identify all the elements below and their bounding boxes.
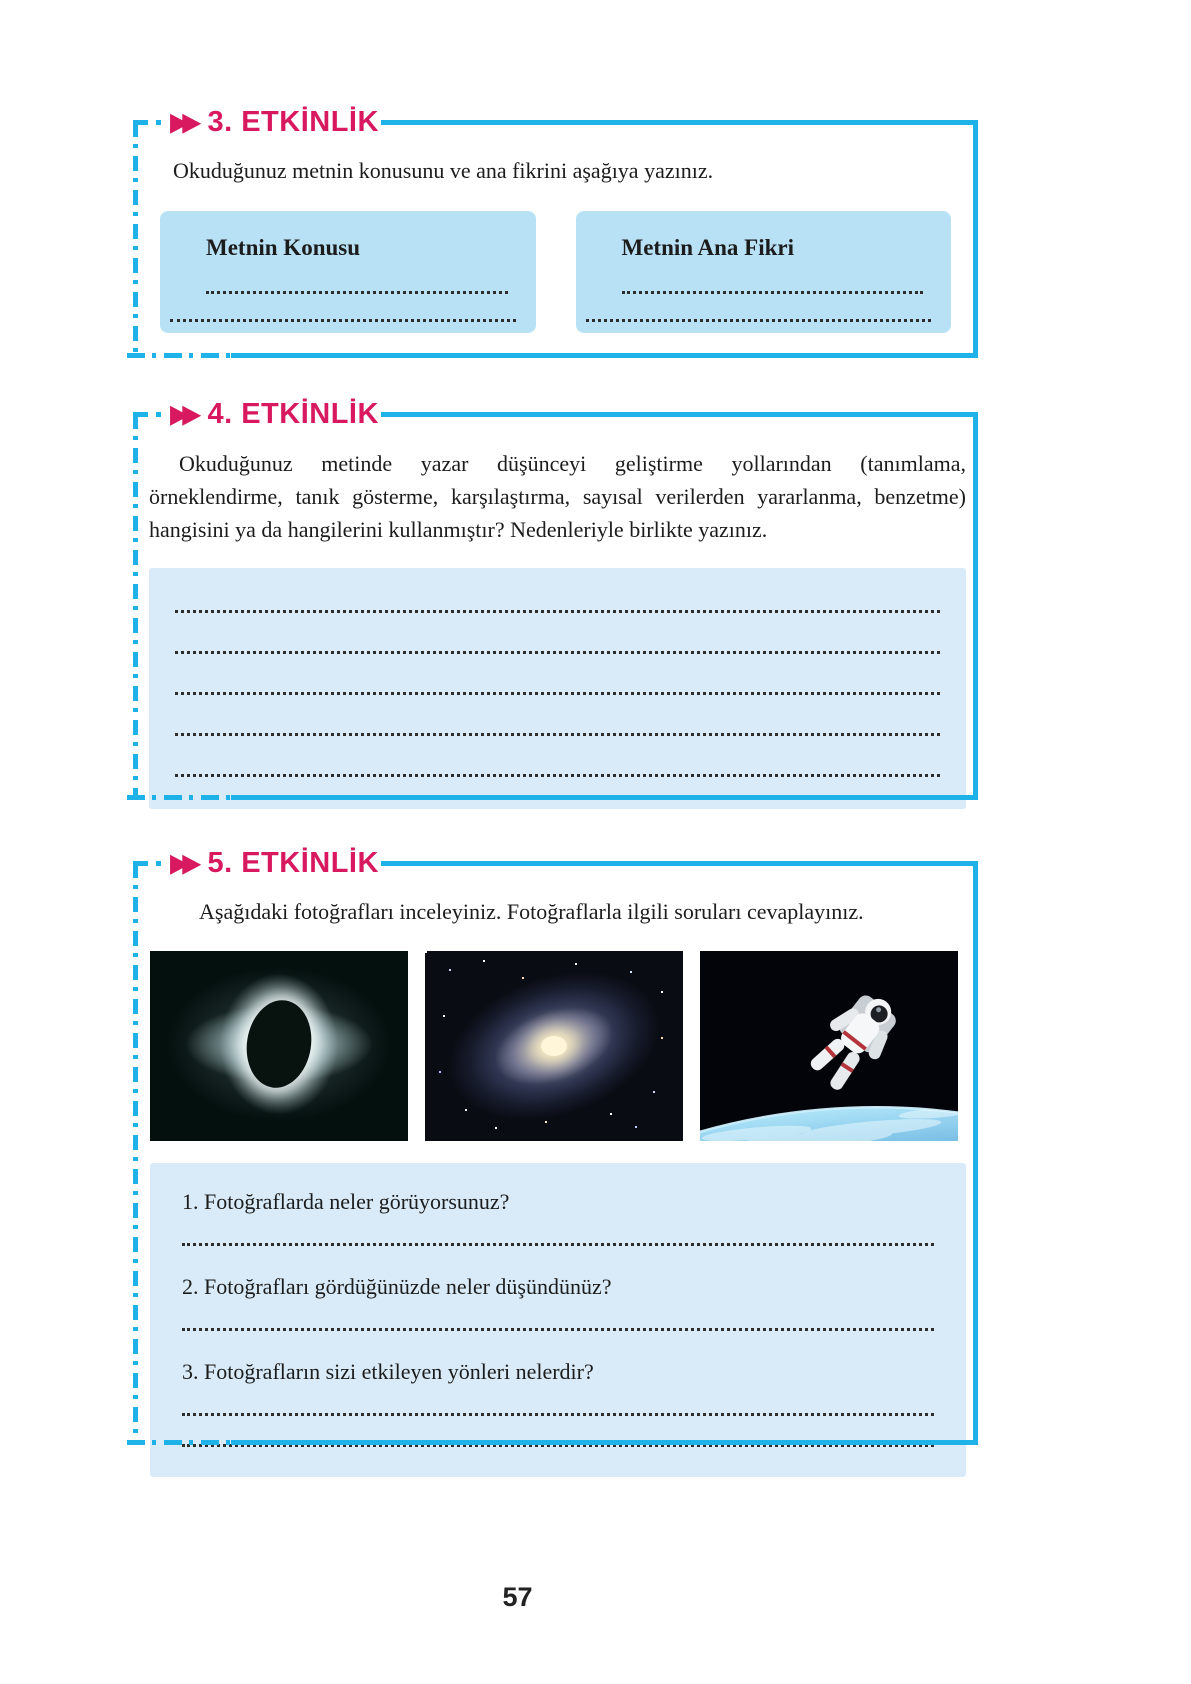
answer-cards-row (160, 211, 951, 333)
answer-line[interactable] (622, 291, 924, 294)
answer-line[interactable] (175, 651, 940, 654)
frame-bottom-dash (127, 795, 231, 800)
question-1: 1. Fotoğraflarda neler görüyorsunuz? (182, 1189, 510, 1214)
frame-bottom-border (231, 1440, 978, 1445)
photo-spiral-galaxy (425, 951, 683, 1141)
header-rule (381, 861, 978, 866)
answer-line[interactable] (175, 774, 940, 777)
activity-4-instruction: Okuduğunuz metinde yazar düşünceyi geliştirme yollarından (tanımlama, örneklendirme, tanık gösterme, karşılaştırma, sayısal verilerden yararlanma, benzetme) hangisini ya da hangilerini kullanmıştır? Nedenleriyle birlikte yazınız. (149, 451, 966, 542)
frame-bottom-border (231, 795, 978, 800)
frame-bottom-border (231, 353, 978, 358)
double-arrow-icon: ▶▶ (170, 848, 195, 878)
answer-line[interactable] (175, 692, 940, 695)
frame-left-border (133, 122, 138, 354)
answer-line[interactable] (182, 1328, 934, 1331)
activity-3-title: 3. ETKİNLİK (207, 106, 379, 138)
question-3: 3. Fotoğrafların sizi etkileyen yönleri nelerdir? (182, 1359, 594, 1384)
topic-card-title: Metnin Konusu (206, 235, 361, 260)
main-idea-card (576, 211, 952, 333)
frame-left-border (133, 414, 138, 796)
galaxy-core (541, 1036, 567, 1056)
activity-4-section (133, 396, 978, 800)
answer-line[interactable] (182, 1243, 934, 1246)
photo-astronaut-spacewalk (700, 951, 958, 1141)
activity-4-answer-panel (149, 568, 966, 809)
frame-corner-dot (156, 120, 161, 125)
activity-3-header (133, 104, 978, 141)
answer-line[interactable] (182, 1413, 934, 1416)
frame-right-border (973, 412, 978, 800)
page-number: 57 (502, 1582, 533, 1612)
double-arrow-icon: ▶▶ (170, 107, 195, 137)
astronaut-earth-illustration (700, 951, 958, 1141)
activity-5-instruction: Aşağıdaki fotoğrafları inceleyiniz. Fotoğraflarla ilgili soruları cevaplayınız. (199, 899, 864, 924)
photo-solar-eclipse (150, 951, 408, 1141)
questions-panel (150, 1163, 966, 1477)
frame-left-border (133, 863, 138, 1441)
activity-3-section (133, 104, 978, 358)
frame-bottom-dash (127, 353, 231, 358)
frame-corner-dot (156, 412, 161, 417)
frame-bottom-dash (127, 1440, 231, 1445)
frame-right-border (973, 861, 978, 1445)
activity-3-instruction: Okuduğunuz metnin konusunu ve ana fikrini aşağıya yazınız. (173, 158, 714, 183)
question-2: 2. Fotoğrafları gördüğünüzde neler düşündünüz? (182, 1274, 612, 1299)
frame-right-border (973, 120, 978, 358)
topic-card (160, 211, 536, 333)
activity-4-header (133, 396, 978, 433)
answer-line[interactable] (175, 733, 940, 736)
star-field (425, 951, 427, 953)
activity-5-title: 5. ETKİNLİK (207, 847, 379, 879)
answer-line[interactable] (170, 319, 516, 322)
answer-line[interactable] (586, 319, 932, 322)
header-rule (381, 412, 978, 417)
main-idea-card-title: Metnin Ana Fikri (621, 235, 795, 260)
activity-5-header (133, 845, 978, 882)
photo-row (150, 951, 978, 1141)
double-arrow-icon: ▶▶ (170, 399, 195, 429)
header-rule (381, 120, 978, 125)
activity-5-section (133, 845, 978, 1445)
frame-corner-dot (156, 861, 161, 866)
answer-line[interactable] (206, 291, 508, 294)
activity-4-title: 4. ETKİNLİK (207, 398, 379, 430)
answer-line[interactable] (175, 610, 940, 613)
